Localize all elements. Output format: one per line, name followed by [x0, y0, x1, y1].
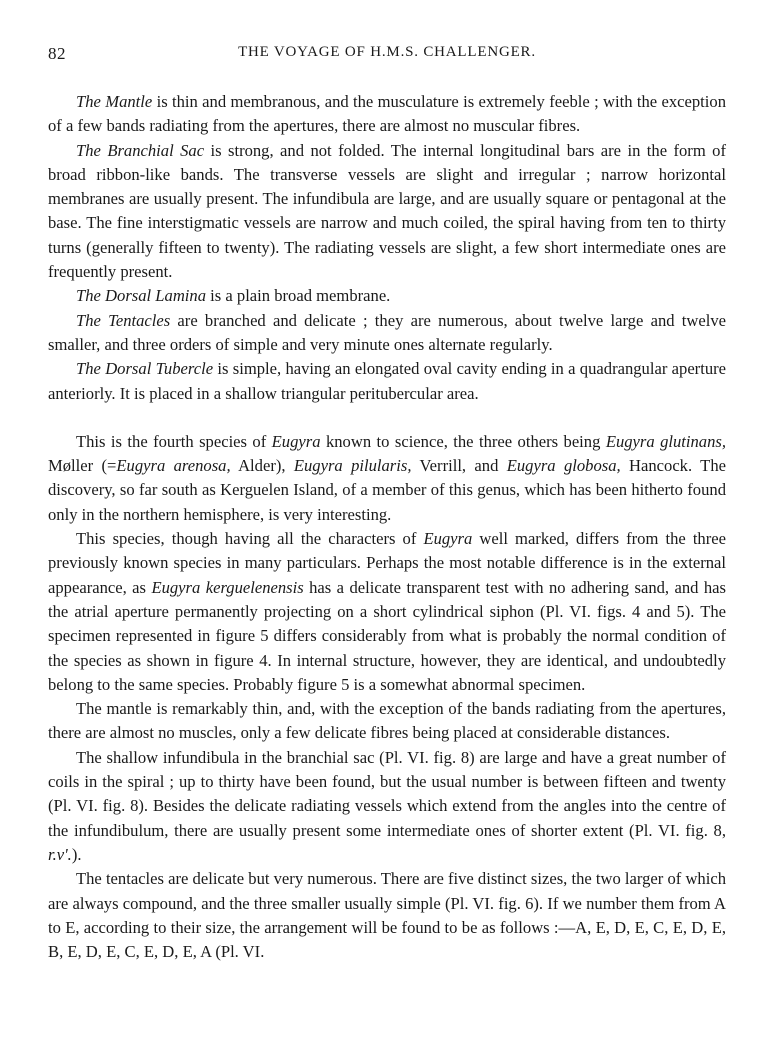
- discussion-paragraph-3: The mantle is remarkably thin, and, with the exception of the bands radiating from the apertures, there are almost no muscles, only a few delicate fibres being placed at considerable distances.: [48, 699, 726, 743]
- description-text: is thin and membranous, and the musculature is extremely feeble ; with the exception of a few bands radiating from the apertures, there are almost no muscular fibres.: [48, 92, 727, 136]
- species-name: Eugyra pilularis,: [293, 456, 412, 476]
- genus-name: Eugyra: [423, 529, 473, 549]
- section-gap: [48, 406, 726, 430]
- description-mantle: [48, 90, 726, 139]
- description-branchial-sac: [48, 139, 726, 285]
- discussion-paragraph-4: [48, 746, 726, 867]
- species-name: Eugyra globosa,: [506, 456, 621, 476]
- description-term: The Dorsal Tubercle: [76, 359, 214, 379]
- text-run: Hancock. The discovery, so far south as Kerguelen Island, of a member of this genus, which has been hitherto found only in the northern hemisphere, is very interesting.: [48, 456, 726, 524]
- description-tentacles: [48, 309, 726, 358]
- text-run: well marked, differs from the three previously known species in many particulars. Perhaps the most notable difference is in the external appearance, as: [48, 529, 726, 597]
- text-run: The shallow infundibula in the branchial sac (Pl. VI. fig. 8) are large and have a great number of coils in the spiral ; up to thirty have been found, but the usual number is between fifteen and twenty (Pl. VI. fig. 8). Besides the delicate radiating vessels which extend from the angles into the centre of the infundibulum, there are usually present some intermediate ones of shorter extent (Pl. VI. fig. 8,: [48, 747, 726, 840]
- description-term: The Mantle: [76, 92, 153, 111]
- text-run: This species, though having all the characters of: [76, 529, 424, 549]
- text-run: ).: [71, 844, 82, 864]
- description-term: The Branchial Sac: [76, 140, 205, 160]
- discussion-paragraph-1: [48, 430, 726, 527]
- text-run: Møller (=: [48, 456, 117, 476]
- species-description: [48, 90, 726, 406]
- species-name: Eugyra kerguelenensis: [151, 577, 304, 597]
- text-run: known to science, the three others being: [320, 431, 606, 451]
- description-text: is simple, having an elongated oval cavity ending in a quadrangular aperture anteriorly. It is placed in a shallow triangular peritubercular area.: [48, 359, 727, 403]
- figure-label: r.v'.: [48, 844, 72, 864]
- description-text: is a plain broad membrane.: [206, 286, 391, 306]
- genus-name: Eugyra: [271, 431, 321, 451]
- species-name: Eugyra glutinans,: [605, 431, 727, 451]
- page: [48, 44, 726, 964]
- description-dorsal-lamina: [48, 284, 726, 308]
- running-title: THE VOYAGE OF H.M.S. CHALLENGER.: [238, 44, 536, 60]
- species-name: Eugyra arenosa,: [116, 456, 231, 476]
- description-text: is strong, and not folded. The internal longitudinal bars are in the form of broad ribbon-like bands. The transverse vessels are slight and irregular ; narrow horizontal membranes are usually present. The infundibula are large, and are usually square or pentagonal at the base. The fine interstigmatic vessels are narrow and much coiled, the spiral having from ten to thirty turns (generally fifteen to twenty). The radiating vessels are slight, a few short intermediate ones are frequently present.: [48, 140, 726, 282]
- text-run: Verrill, and: [411, 456, 507, 476]
- description-dorsal-tubercle: [48, 357, 726, 406]
- text-run: This is the fourth species of: [76, 431, 272, 451]
- text-run: Alder),: [230, 456, 294, 476]
- page-header: [48, 44, 726, 72]
- species-discussion: [48, 430, 726, 965]
- description-term: The Dorsal Lamina: [76, 286, 207, 306]
- text-run: has a delicate transparent test with no adhering sand, and has the atrial aperture permanently projecting on a short cylindrical siphon (Pl. VI. figs. 4 and 5). The specimen represented in figure 5 differs considerably from what is probably the normal condition of the species as shown in figure 4. In internal structure, however, they are identical, and undoubtedly belong to the same species. Probably figure 5 is a somewhat abnormal specimen.: [48, 577, 726, 694]
- page-number: 82: [48, 44, 66, 63]
- description-text: are branched and delicate ; they are numerous, about twelve large and twelve smaller, and three orders of simple and very minute ones alternate regularly.: [48, 310, 726, 354]
- description-term: The Tentacles: [76, 310, 171, 330]
- discussion-paragraph-5: The tentacles are delicate but very numerous. There are five distinct sizes, the two larger of which are always compound, and the three smaller usually simple (Pl. VI. fig. 6). If we number them from A to E, according to their size, the arrangement will be found to be as follows :—A, E, D, E, C, E, D, E, B, E, D, E, C, E, D, E, A (Pl. VI.: [48, 869, 726, 962]
- discussion-paragraph-2: [48, 527, 726, 697]
